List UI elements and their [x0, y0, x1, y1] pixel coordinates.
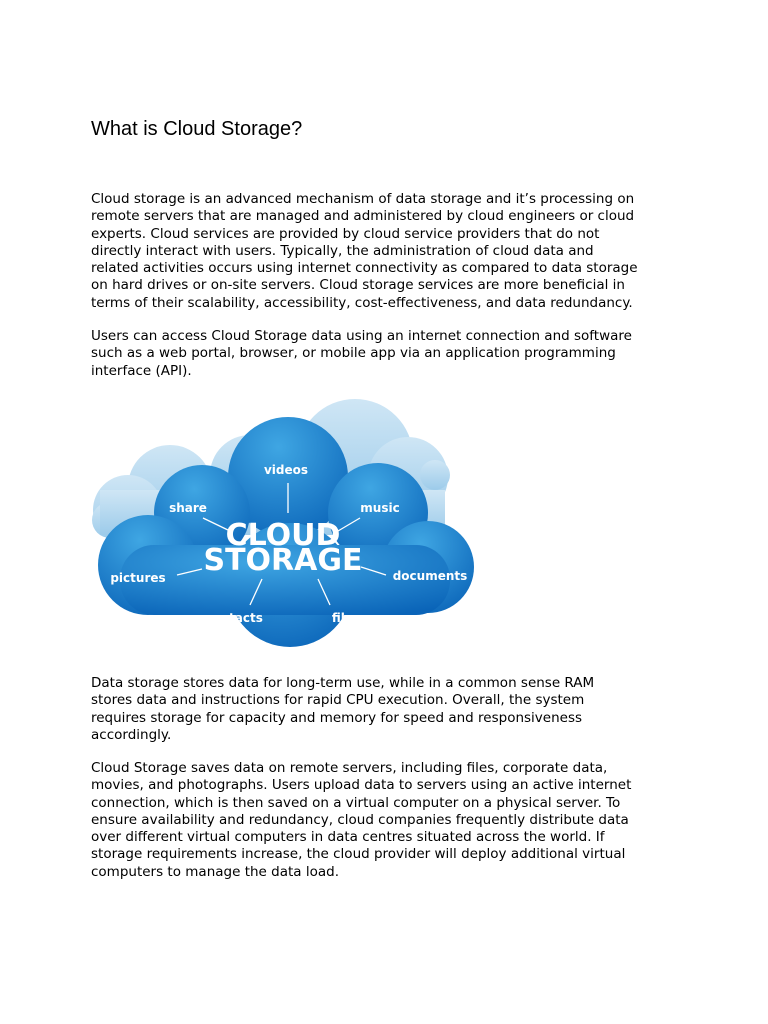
- label-videos: videos: [263, 463, 309, 477]
- cloud-storage-illustration: [90, 395, 476, 647]
- label-documents: documents: [392, 569, 468, 583]
- text-line: ensure availability and redundancy, cloud companies frequently distribute data: [91, 811, 629, 828]
- paragraph-access: [91, 328, 711, 380]
- text-line: related activities occurs using internet connectivity as compared to data storage: [91, 260, 638, 277]
- text-line: Users can access Cloud Storage data using an internet connection and software: [91, 328, 632, 344]
- paragraph-intro: [91, 191, 711, 312]
- label-share: share: [169, 501, 207, 515]
- text-line: interface (API).: [91, 362, 192, 379]
- text-line: computers to manage the data load.: [91, 863, 339, 880]
- text-line: Cloud Storage saves data on remote servers, including files, corporate data,: [91, 760, 608, 776]
- text-line: stores data and instructions for rapid CPU execution. Overall, the system: [91, 692, 585, 709]
- label-contacts: contacts: [205, 611, 263, 625]
- label-music: music: [360, 501, 400, 515]
- text-line: over different virtual computers in data centres situated across the world. If: [91, 829, 605, 846]
- text-line: storage requirements increase, the cloud provider will deploy additional virtual: [91, 846, 626, 863]
- paragraph-data-storage: [91, 675, 711, 744]
- text-line: remote servers that are managed and administered by cloud engineers or cloud: [91, 208, 635, 225]
- text-line: Cloud storage is an advanced mechanism of data storage and it’s processing on: [91, 191, 635, 207]
- label-files: files: [331, 611, 361, 625]
- cloud-title-line1: CLOUD: [225, 518, 341, 553]
- text-line: experts. Cloud services are provided by cloud service providers that do not: [91, 225, 600, 242]
- text-line: directly interact with users. Typically, the administration of cloud data and: [91, 242, 594, 259]
- text-line: Data storage stores data for long-term use, while in a common sense RAM: [91, 675, 595, 691]
- cloud-storage-graphic: [90, 395, 476, 647]
- text-line: such as a web portal, browser, or mobile app via an application programming: [91, 345, 616, 362]
- text-line: connection, which is then saved on a virtual computer on a physical server. To: [91, 794, 621, 811]
- page-title: What is Cloud Storage?: [91, 118, 303, 140]
- text-line: accordingly.: [91, 726, 172, 743]
- text-line: terms of their scalability, accessibility, cost-effectiveness, and data redundancy.: [91, 294, 633, 311]
- text-line: requires storage for capacity and memory for speed and responsiveness: [91, 709, 583, 726]
- text-line: movies, and photographs. Users upload data to servers using an active internet: [91, 777, 632, 794]
- label-pictures: pictures: [110, 571, 166, 585]
- cloud-title-line2: STORAGE: [203, 543, 363, 578]
- text-line: on hard drives or on-site servers. Cloud storage services are more beneficial in: [91, 277, 625, 294]
- paragraph-remote-servers: [91, 760, 711, 881]
